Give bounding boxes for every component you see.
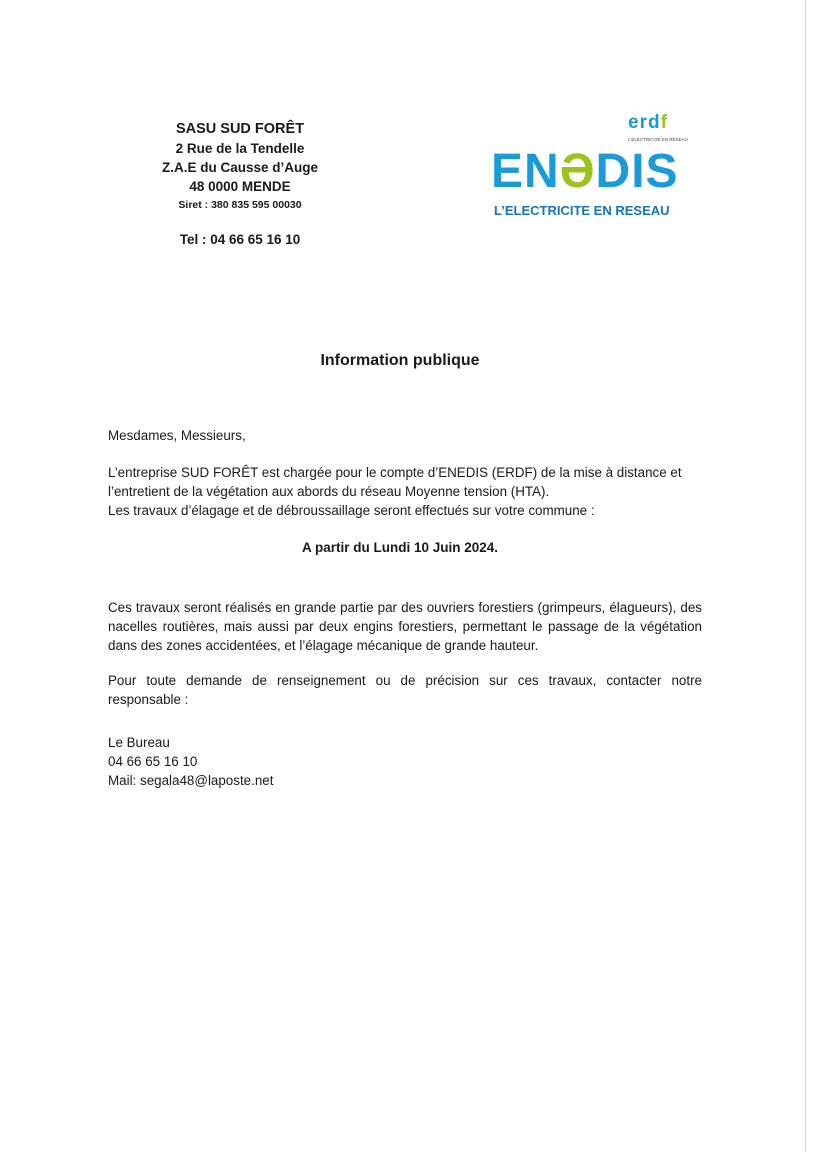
erdf-logo-text [628,112,668,134]
enedis-wordmark-left: EN [491,145,560,198]
intro-paragraph [108,463,702,520]
sender-siret: Siret : 380 835 595 00030 [178,199,302,211]
sender-address-line1: 2 Rue de la Tendelle [175,141,305,156]
contact-name: Le Bureau [108,735,170,750]
enedis-logo [480,112,700,222]
contact-paragraph: Pour toute demande de renseignement ou de précision sur ces travaux, contacter notre responsable : [108,673,702,707]
enedis-wordmark-mark: Ə [559,145,596,198]
intro-line-1: L’entreprise SUD FORÊT est chargée pour le compte d’ENEDIS (ERDF) de la mise à distance et [108,465,682,480]
intro-line-2: l’entretient de la végétation aux abords du réseau Moyenne tension (HTA). [108,484,550,499]
start-date: A partir du Lundi 10 Juin 2024. [301,540,499,555]
enedis-wordmark-right: DIS [595,145,679,198]
works-paragraph: Ces travaux seront réalisés en grande partie par des ouvriers forestiers (grimpeurs, élagueurs), des nacelles routières, mais aussi par deux engins forestiers, permettant le passage de la végétation dans des zones accidentées, et l’élagage mécanique de grande hauteur. [108,600,702,653]
sender-city: 48 0000 MENDE [189,179,291,194]
contact-mail: Mail: segala48@laposte.net [108,773,274,788]
erdf-logo-subtitle: L'ELECTRICITE EN RESEAU [628,137,688,142]
enedis-wordmark [491,146,679,198]
scan-edge-line [805,0,806,1152]
erdf-logo-f: f [660,112,668,133]
contact-phone: 04 66 65 16 10 [108,754,198,769]
sender-address-line2: Z.A.E du Causse d’Auge [161,160,319,175]
erdf-logo-main: erd [628,112,661,133]
document-title: Information publique [320,352,480,369]
sender-block [140,120,340,249]
enedis-tagline: L’ELECTRICITE EN RESEAU [494,203,670,218]
sender-tel: Tel : 04 66 65 16 10 [179,232,301,247]
greeting: Mesdames, Messieurs, [108,428,246,443]
sender-company: SASU SUD FORÊT [175,121,305,137]
contact-block [108,733,702,790]
intro-line-3: Les travaux d’élagage et de débroussaillage seront effectués sur votre commune : [108,503,595,518]
